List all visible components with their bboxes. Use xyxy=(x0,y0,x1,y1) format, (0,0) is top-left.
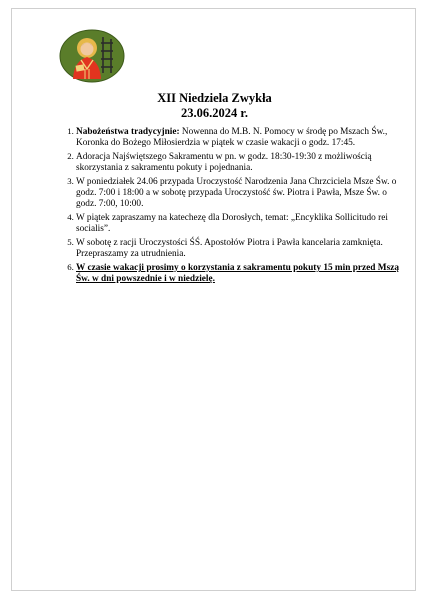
notice-text: Adoracja Najświętszego Sakramentu w pn. w godz. 18:30-19:30 z możliwością skorzystania z sakramentu pokuty i pojednania. xyxy=(76,152,372,174)
document-page xyxy=(11,8,416,591)
title-line-1: XII Niedziela Zwykła xyxy=(157,91,272,105)
notice-item xyxy=(76,262,400,285)
notices-section xyxy=(52,126,400,287)
notice-text-emphasized: W czasie wakacji prosimy o korzystania z sakramentu pokuty 15 min przed Mszą Św. w dni powszednie i w niedzielę. xyxy=(76,263,399,285)
notice-item xyxy=(76,237,400,260)
document-title xyxy=(12,91,417,121)
notice-text: W piątek zapraszamy na katechezę dla Dorosłych, temat: „Encyklika Sollicitudo rei socialis”. xyxy=(76,213,388,235)
notice-item xyxy=(76,176,400,211)
saint-lawrence-icon xyxy=(59,29,125,83)
notice-item xyxy=(76,151,400,174)
notice-text: W poniedziałek 24.06 przypada Uroczystość Narodzenia Jana Chrzciciela Msze Św. o godz. 7:00 i 18:00 a w sobotę przypada Uroczystość św. Piotra i Pawła, Msze Św. o godz. 7:00, 10:00. xyxy=(76,177,397,210)
notice-text: W sobotę z racji Uroczystości ŚŚ. Apostołów Piotra i Pawła kancelaria zamknięta. Przepraszamy za utrudnienia. xyxy=(76,238,383,260)
notice-item xyxy=(76,212,400,235)
notice-item xyxy=(76,126,400,149)
notice-text: Nowenna do M.B. N. Pomocy w środę po Mszach Św., Koronka do Bożego Miłosierdzia w piątek w czasie wakacji o godz. 17:45. xyxy=(76,127,388,149)
notices-list xyxy=(52,126,400,286)
title-line-2: 23.06.2024 r. xyxy=(181,106,248,120)
parish-logo xyxy=(59,29,125,83)
notice-lead: Nabożeństwa tradycyjnie: xyxy=(76,127,180,137)
